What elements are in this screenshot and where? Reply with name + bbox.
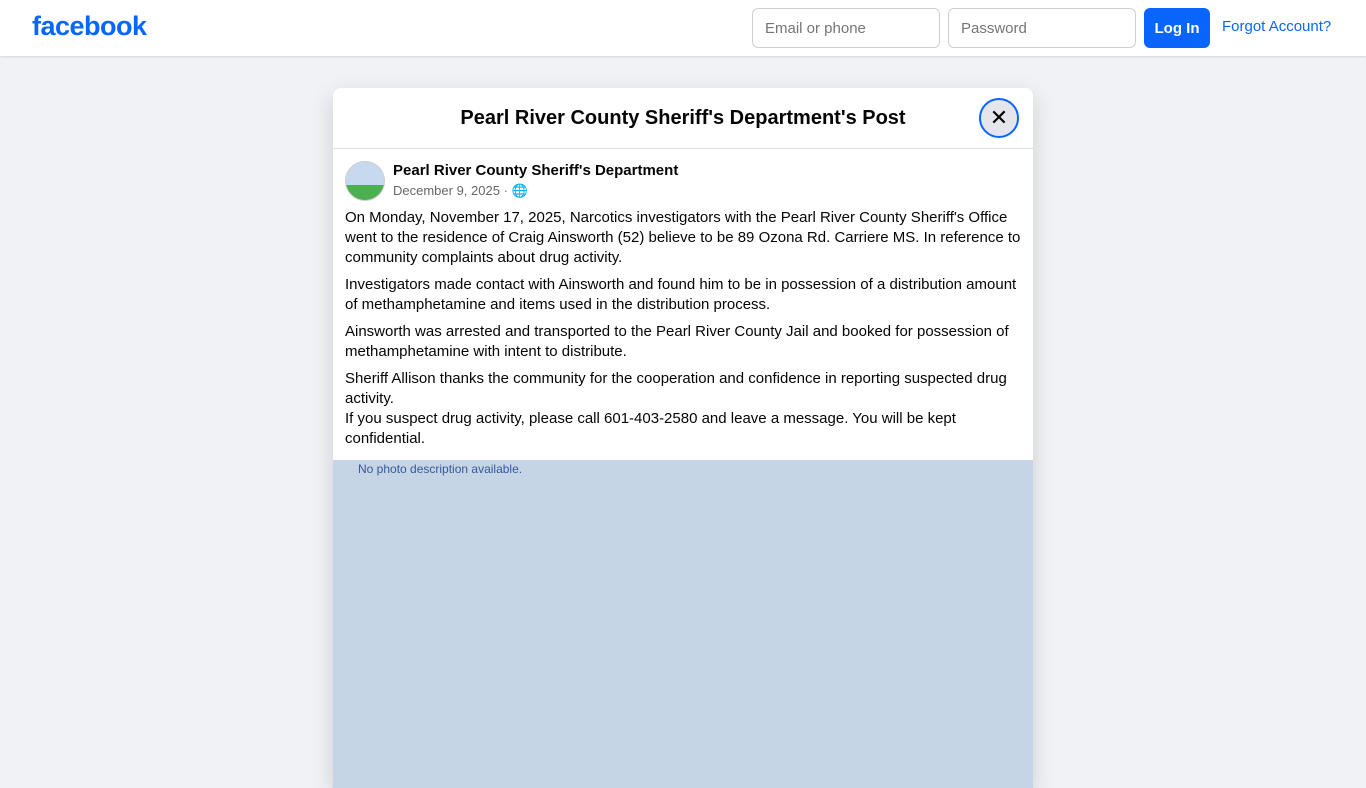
top-bar: [0, 0, 1366, 56]
paragraph: If you suspect drug activity, please call 601-403-2580 and leave a message. You will be kept confidential.: [345, 410, 956, 447]
post-date[interactable]: December 9, 2025 ·: [393, 183, 512, 198]
paragraph: Investigators made contact with Ainsworth and found him to be in possession of a distribution amount of methamphetamine and items used in the distribution process.: [345, 276, 1017, 313]
forgot-account-link[interactable]: Forgot Account?: [1222, 18, 1332, 35]
post-text: [345, 208, 1021, 449]
modal-header: [333, 88, 1033, 149]
photo-alt-text: No photo description available.: [358, 462, 523, 476]
paragraph: Sheriff Allison thanks the community for the cooperation and confidence in reporting suspected drug activity.: [345, 370, 1007, 407]
email-input[interactable]: [752, 8, 940, 48]
post-meta: [393, 183, 528, 199]
close-icon[interactable]: ✕: [979, 98, 1019, 138]
post-modal: [333, 88, 1033, 788]
login-button[interactable]: Log In: [1144, 8, 1210, 48]
paragraph: On Monday, November 17, 2025, Narcotics investigators with the Pearl River County Sheriff's Office went to the residence of Craig Ainsworth (52) believe to be 89 Ozona Rd. Carriere MS. In reference to community complaints about drug activity.: [345, 209, 1021, 266]
modal-title: Pearl River County Sheriff's Department's Post: [460, 107, 906, 129]
post-photo[interactable]: [333, 460, 1033, 788]
paragraph: Ainsworth was arrested and transported to the Pearl River County Jail and booked for possession of methamphetamine with intent to distribute.: [345, 323, 1009, 360]
facebook-logo[interactable]: facebook: [32, 11, 147, 41]
password-input[interactable]: [948, 8, 1136, 48]
avatar[interactable]: [345, 161, 385, 201]
globe-icon: 🌐: [511, 183, 528, 198]
author-name[interactable]: Pearl River County Sheriff's Department: [393, 162, 679, 179]
